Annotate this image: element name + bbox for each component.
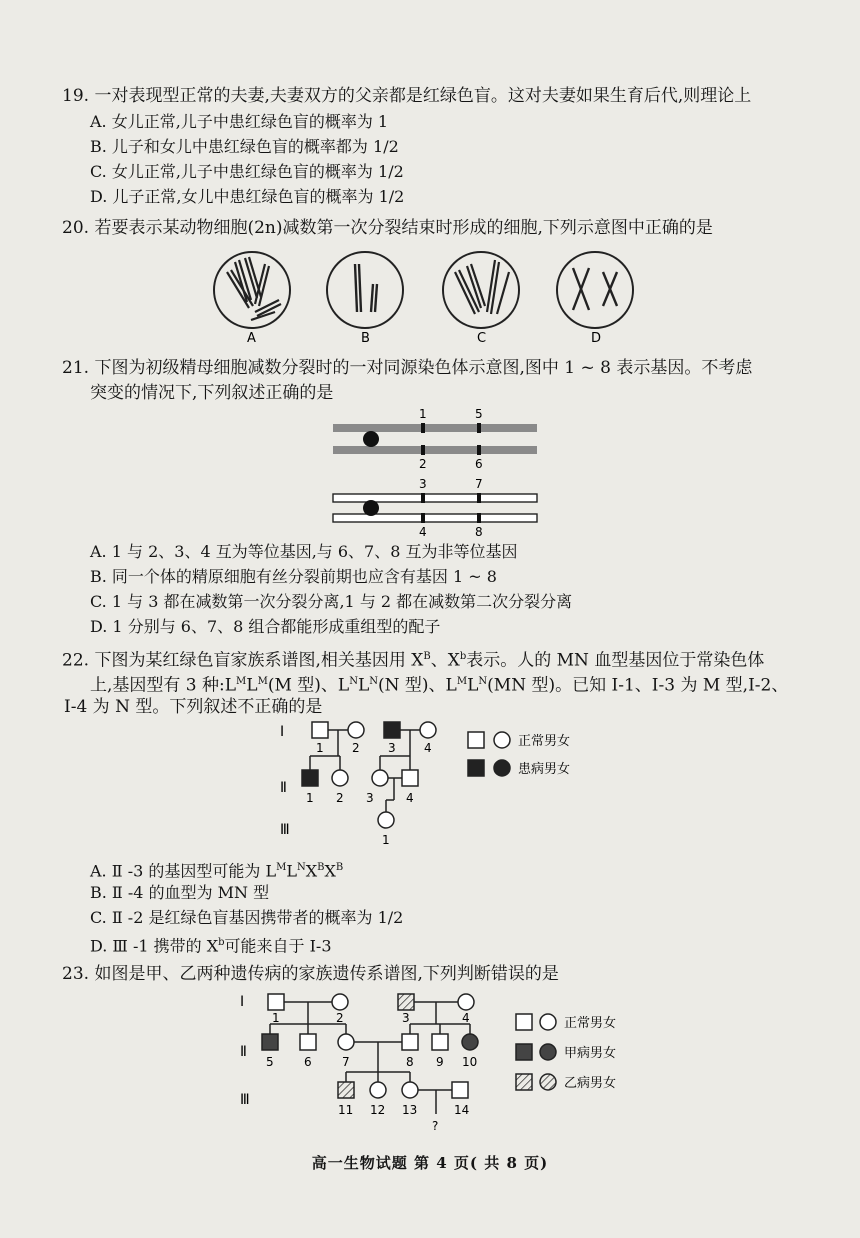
q22-sup-1: M — [236, 676, 247, 687]
q22-stem2-t3: (MN 型)。已知 Ⅰ-1、Ⅰ-3 为 M 型,Ⅰ-2、 — [487, 675, 789, 696]
q22-optA-3: X — [305, 861, 318, 881]
cell-b-label: B — [361, 331, 370, 346]
q22-option-c: C. Ⅱ -2 是红绿色盲基因携带者的概率为 1/2 — [90, 908, 404, 927]
q21-option-a: A. 1 与 2、3、4 互为等位基因,与 6、7、8 互为非等位基因 — [90, 542, 518, 561]
q23-gen-I: Ⅰ — [240, 994, 245, 1010]
q19-option-c: C. 女儿正常,儿子中患红绿色盲的概率为 1/2 — [90, 162, 404, 181]
q22-stem2-t2: (N 型)、L — [378, 675, 457, 696]
q22-sup-4: N — [369, 676, 379, 687]
g3-num-1: 1 — [382, 833, 390, 847]
q23-pedigree — [240, 988, 660, 1138]
q23-num-11: 11 — [338, 1103, 354, 1117]
legend-normal: 正常男女 — [518, 734, 571, 749]
g1-num-4: 4 — [424, 741, 432, 755]
q23-num-2: 2 — [336, 1011, 344, 1025]
q22-stem-line1 — [62, 645, 764, 673]
g2-num-1: 1 — [306, 791, 314, 805]
q19-option-d: D. 儿子正常,女儿中患红绿色盲的概率为 1/2 — [90, 187, 405, 206]
q19-stem: 19. 一对表现型正常的夫妻,夫妻双方的父亲都是红绿色盲。这对夫妻如果生育后代,则理论上 — [62, 86, 752, 106]
q22-optA-s3: B — [317, 862, 325, 873]
q21-stem-line1: 21. 下图为初级精母细胞减数分裂时的一对同源染色体示意图,图中 1 ~ 8 表示基因。不考虑 — [62, 358, 753, 378]
gene-6: 6 — [475, 457, 483, 471]
q22-stem1-mid: 、X — [430, 650, 460, 671]
q21-homologous-chromosomes — [325, 402, 545, 537]
q23-num-1: 1 — [272, 1011, 280, 1025]
page-footer: 高一生物试题 第 4 页( 共 8 页) — [311, 1154, 549, 1172]
q23-stem: 23. 如图是甲、乙两种遗传病的家族遗传系谱图,下列判断错误的是 — [62, 964, 559, 984]
q23-num-9: 9 — [436, 1055, 444, 1069]
q22-option-d — [90, 931, 332, 958]
g1-num-1: 1 — [316, 741, 324, 755]
q21-stem-line2: 突变的情况下,下列叙述正确的是 — [90, 383, 334, 403]
q22-sup-3: N — [349, 676, 358, 687]
q21-option-c: C. 1 与 3 都在减数第一次分裂分离,1 与 2 都在减数第二次分裂分离 — [90, 592, 573, 611]
q20-cell-diagrams — [205, 242, 645, 347]
q22-optA-2: L — [286, 861, 297, 881]
q23-num-8: 8 — [406, 1055, 414, 1069]
q23-legend-yi: 乙病男女 — [564, 1076, 617, 1091]
cell-a — [214, 252, 290, 346]
q22-stem2-text: 上,基因型有 3 种:L — [90, 675, 237, 696]
q22-stem-line3: Ⅰ-4 为 N 型。下列叙述不正确的是 — [64, 697, 323, 717]
g2-num-4: 4 — [406, 791, 414, 805]
q22-optD-1: D. Ⅲ -1 携带的 X — [90, 936, 219, 956]
q22-sup-B: B — [423, 651, 431, 662]
q23-gen-II: Ⅱ — [240, 1044, 247, 1060]
gene-1: 1 — [419, 407, 427, 421]
q23-gen-III: Ⅲ — [240, 1092, 250, 1108]
q22-pedigree — [280, 716, 610, 851]
q22-stem2-t1: (M 型)、L — [267, 675, 350, 696]
q23-num-6: 6 — [304, 1055, 312, 1069]
q23-question-mark: ? — [432, 1119, 439, 1133]
q23-num-4: 4 — [462, 1011, 470, 1025]
q23-num-14: 14 — [454, 1103, 470, 1117]
q22-sup-6: N — [478, 676, 488, 687]
gene-8: 8 — [475, 525, 483, 537]
q23-num-7: 7 — [342, 1055, 350, 1069]
gen-II-label: Ⅱ — [280, 780, 287, 796]
q23-num-10: 10 — [462, 1055, 478, 1069]
cell-b — [327, 252, 403, 346]
q23-num-3: 3 — [402, 1011, 410, 1025]
cell-a-label: A — [247, 331, 256, 346]
q19-option-a: A. 女儿正常,儿子中患红绿色盲的概率为 1 — [90, 112, 389, 131]
q22-sup-b: b — [459, 651, 467, 662]
q22-optA-s2: N — [296, 862, 306, 873]
gene-7: 7 — [475, 477, 483, 491]
g2-num-2: 2 — [336, 791, 344, 805]
cell-d — [557, 252, 633, 346]
q23-num-5: 5 — [266, 1055, 274, 1069]
gen-III-label: Ⅲ — [280, 822, 290, 838]
q22-optA-1: A. Ⅱ -3 的基因型可能为 L — [90, 861, 277, 881]
q19-option-b: B. 儿子和女儿中患红绿色盲的概率都为 1/2 — [90, 137, 399, 156]
q22-optD-sup: b — [218, 937, 225, 948]
cell-d-label: D — [591, 331, 602, 346]
gene-4: 4 — [419, 525, 427, 537]
q23-legend-jia: 甲病男女 — [564, 1046, 617, 1061]
q21-option-d: D. 1 分别与 6、7、8 组合都能形成重组型的配子 — [90, 617, 441, 636]
gene-3: 3 — [419, 477, 427, 491]
q22-optA-4: X — [324, 861, 336, 881]
q23-legend-normal: 正常男女 — [564, 1016, 617, 1031]
g1-num-2: 2 — [352, 741, 360, 755]
q20-stem: 20. 若要表示某动物细胞(2n)减数第一次分裂结束时形成的细胞,下列示意图中正确的是 — [62, 218, 713, 238]
q22-optD-2: 可能来自于 Ⅰ-3 — [224, 936, 332, 956]
q22-stem1-text: 22. 下图为某红绿色盲家族系谱图,相关基因用 X — [62, 650, 424, 671]
q22-option-b: B. Ⅱ -4 的血型为 MN 型 — [90, 883, 270, 902]
gene-5: 5 — [475, 407, 483, 421]
legend-affected: 患病男女 — [518, 762, 571, 777]
q22-stem1-end: 表示。人的 MN 血型基因位于常染色体 — [466, 650, 765, 671]
q22-option-a — [90, 856, 343, 883]
q23-num-13: 13 — [402, 1103, 418, 1117]
q23-num-12: 12 — [370, 1103, 386, 1117]
q22-sup-2: M — [257, 676, 268, 687]
cell-c — [443, 252, 519, 346]
gene-2: 2 — [419, 457, 427, 471]
q22-sup-5: M — [456, 676, 468, 687]
q22-optA-s4: B — [335, 862, 344, 873]
q22-optA-s1: M — [276, 862, 287, 873]
cell-c-label: C — [477, 331, 487, 346]
gen-I-label: Ⅰ — [280, 724, 285, 740]
q21-option-b: B. 同一个体的精原细胞有丝分裂前期也应含有基因 1 ~ 8 — [90, 567, 497, 586]
q22-stem-line2: 上,基因型有 3 种$:L^ML^M(M$ 型)、$L^NL^N(N$ 型)、$L^ML^N(MN$ 型)。已知 Ⅰ-1、Ⅰ-3 为 M 型,Ⅰ-2、 — [90, 675, 789, 696]
g1-num-3: 3 — [388, 741, 396, 755]
g2-num-3: 3 — [366, 791, 374, 805]
